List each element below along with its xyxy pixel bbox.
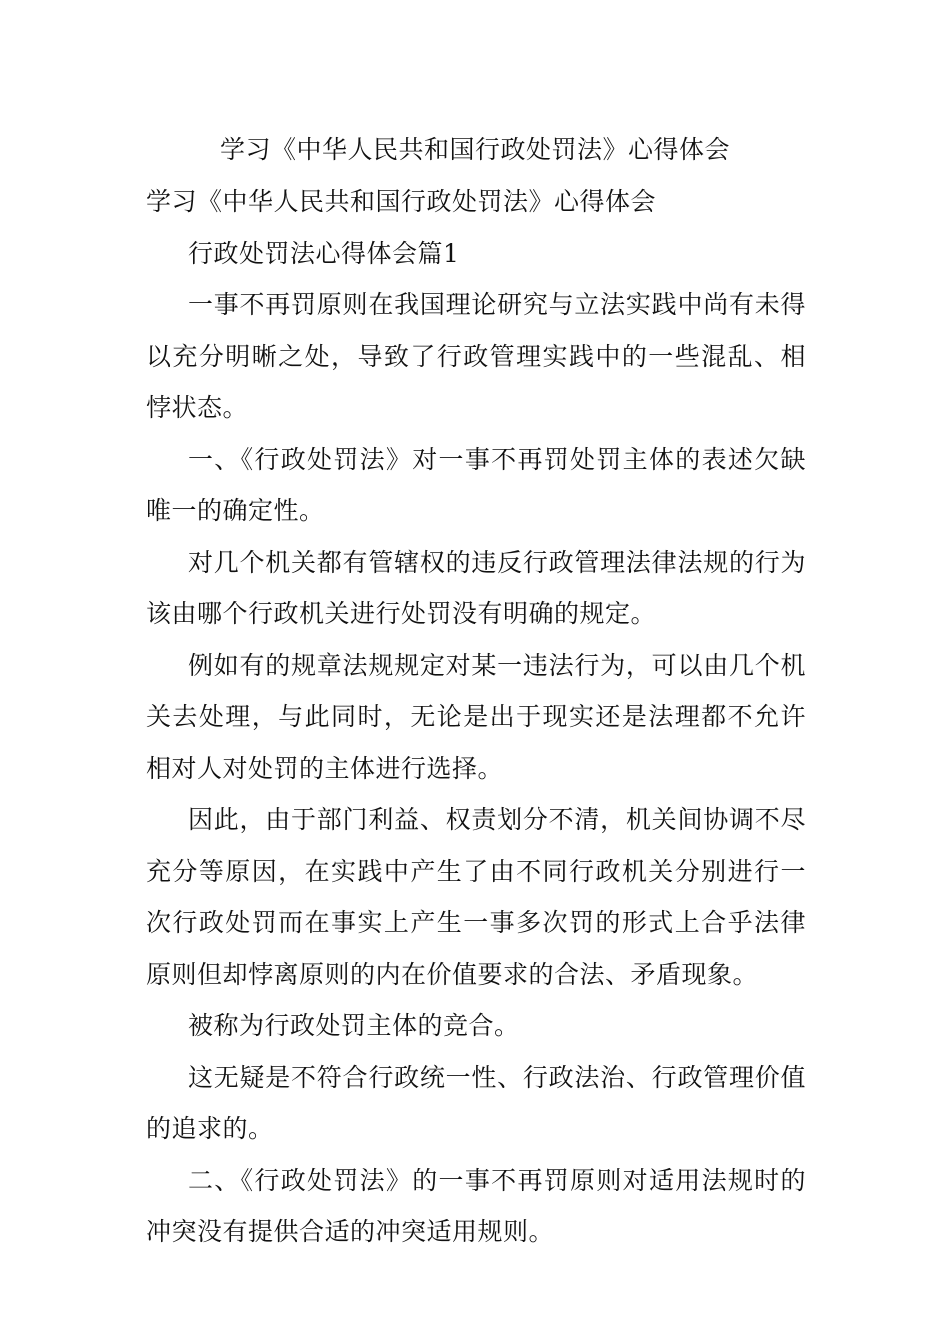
section-heading: 行政处罚法心得体会篇1 <box>188 238 460 268</box>
body-paragraph: 二、《行政处罚法》的一事不再罚原则对适用法规时的冲突没有提供合适的冲突适用规则。 <box>146 1165 806 1246</box>
body-paragraph: 一、《行政处罚法》对一事不再罚处罚主体的表述欠缺唯一的确定性。 <box>146 444 806 525</box>
body-paragraph: 对几个机关都有管辖权的违反行政管理法律法规的行为该由哪个行政机关进行处罚没有明确的规定。 <box>146 547 806 628</box>
document-body <box>146 176 806 1258</box>
body-paragraph: 被称为行政处罚主体的竞合。 <box>188 1011 520 1040</box>
document-title: 学习《中华人民共和国行政处罚法》心得体会 <box>219 135 730 164</box>
body-paragraph: 一事不再罚原则在我国理论研究与立法实践中尚有未得以充分明晰之处，导致了行政管理实践中的一些混乱、相悖状态。 <box>146 290 806 422</box>
subtitle-paragraph: 学习《中华人民共和国行政处罚法》心得体会 <box>146 187 657 216</box>
body-paragraph: 例如有的规章法规规定对某一违法行为，可以由几个机关去处理，与此同时，无论是出于现实还是法理都不允许相对人对处罚的主体进行选择。 <box>146 650 806 783</box>
body-paragraph: 因此，由于部门利益、权责划分不清，机关间协调不尽充分等原因，在实践中产生了由不同行政机关分别进行一次行政处罚而在事实上产生一事多次罚的形式上合乎法律原则但却悖离原则的内在价值要求的合法、矛盾现象。 <box>146 805 806 989</box>
body-paragraph: 这无疑是不符合行政统一性、行政法治、行政管理价值的追求的。 <box>146 1062 806 1143</box>
